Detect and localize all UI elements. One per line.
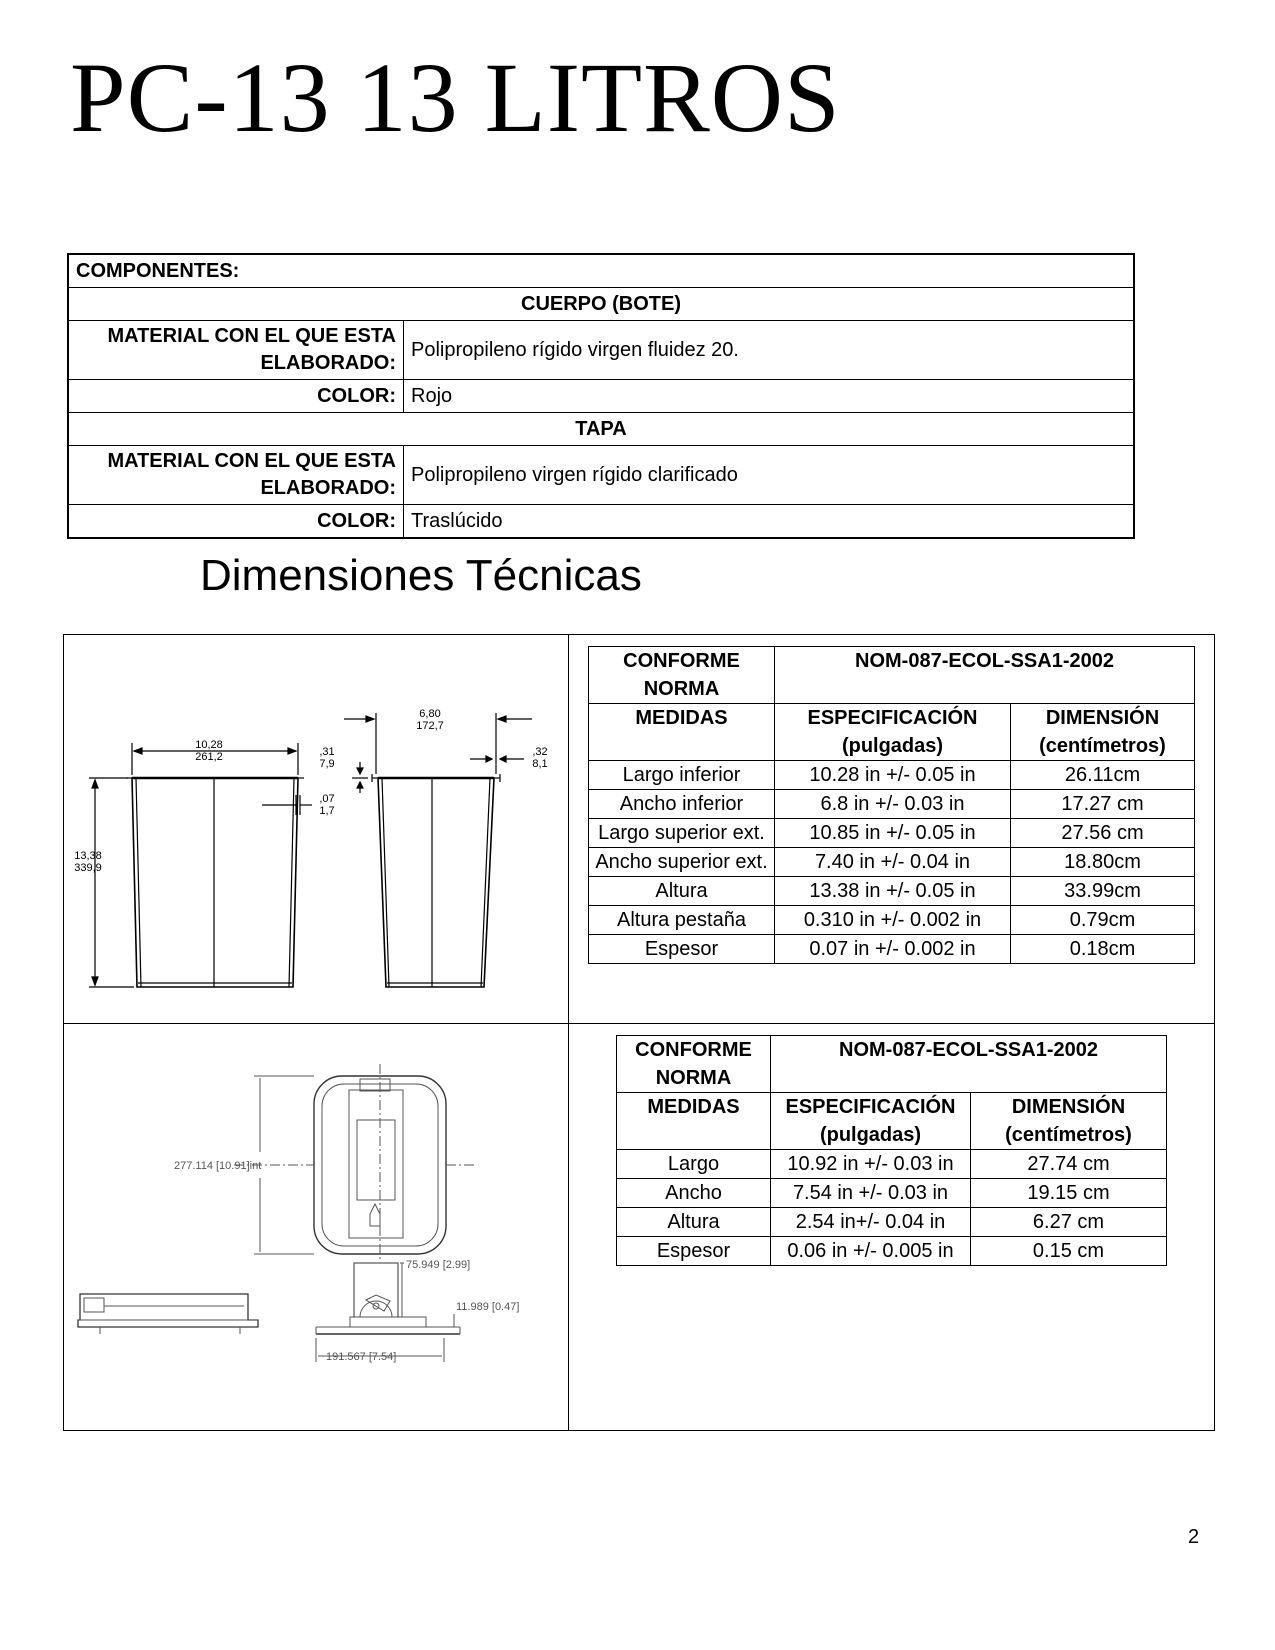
measure-cell: Largo superior ext. [589,819,775,848]
column-header: ESPECIFICACIÓN (pulgadas) [775,704,1011,761]
body-material-label: MATERIAL CON EL QUE ESTA ELABORADO: [68,321,404,380]
spec-cell: 0.06 in +/- 0.005 in [771,1237,971,1266]
measure-cell: Altura [617,1208,771,1237]
dim-cell: 27.74 cm [971,1150,1167,1179]
column-header: DIMENSIÓN (centímetros) [1011,704,1195,761]
spec-cell: 13.38 in +/- 0.05 in [775,877,1011,906]
lid-color-value: Traslúcido [404,505,1135,539]
dim-label: 75.949 [2.99] [406,1259,471,1271]
dim-cell: 6.27 cm [971,1208,1167,1237]
spec-cell: 7.54 in +/- 0.03 in [771,1179,971,1208]
table-row [68,413,1134,446]
spec-cell: 10.85 in +/- 0.05 in [775,819,1011,848]
norm-value: NOM-087-ECOL-SSA1-2002 [775,647,1195,704]
lid-material-value: Polipropileno virgen rígido clarificado [404,446,1135,505]
dimensions-box [63,634,1215,1431]
table-row [617,1036,1167,1093]
lid-material-label: MATERIAL CON EL QUE ESTA ELABORADO: [68,446,404,505]
table-row [589,935,1195,964]
measure-cell: Largo [617,1150,771,1179]
table-row [617,1150,1167,1179]
dim-label: ,31 [319,746,335,758]
components-table [67,253,1135,539]
components-header: COMPONENTES: [68,254,1134,288]
lid-spec-table [616,1035,1167,1266]
table-row [68,321,1134,380]
dim-label: 1,7 [319,805,335,817]
table-row [589,647,1195,704]
dim-cell: 0.79cm [1011,906,1195,935]
measure-cell: Espesor [589,935,775,964]
dim-cell: 33.99cm [1011,877,1195,906]
measure-cell: Altura pestaña [589,906,775,935]
body-section-heading: CUERPO (BOTE) [68,288,1134,321]
body-material-value: Polipropileno rígido virgen fluidez 20. [404,321,1135,380]
dim-cell: 27.56 cm [1011,819,1195,848]
dim-cell: 26.11cm [1011,761,1195,790]
spec-cell: 0.07 in +/- 0.002 in [775,935,1011,964]
spec-cell: 10.92 in +/- 0.03 in [771,1150,971,1179]
norm-value: NOM-087-ECOL-SSA1-2002 [771,1036,1167,1093]
measure-cell: Ancho superior ext. [589,848,775,877]
table-row [68,380,1134,413]
dim-label: 10,28 [195,739,223,751]
dim-label: ,32 [532,746,548,758]
dim-label: 6,80 [419,708,441,720]
table-row [68,254,1134,288]
lid-drawing [64,1024,568,1431]
body-spec-table [588,646,1195,964]
dim-cell: 17.27 cm [1011,790,1195,819]
measure-cell: Altura [589,877,775,906]
column-header: DIMENSIÓN (centímetros) [971,1093,1167,1150]
table-row [617,1208,1167,1237]
dim-label: 13,38 [74,850,102,862]
column-header: MEDIDAS [617,1093,771,1150]
table-row [589,790,1195,819]
dim-cell: 18.80cm [1011,848,1195,877]
dim-label: 191.567 [7.54] [326,1351,397,1363]
measure-cell: Largo inferior [589,761,775,790]
measure-cell: Ancho [617,1179,771,1208]
spec-cell: 0.310 in +/- 0.002 in [775,906,1011,935]
spec-cell: 7.40 in +/- 0.04 in [775,848,1011,877]
lid-section-heading: TAPA [68,413,1134,446]
spec-cell: 10.28 in +/- 0.05 in [775,761,1011,790]
dim-label: ,07 [319,793,335,805]
body-color-label: COLOR: [68,380,404,413]
dim-label: 7,9 [319,758,335,770]
table-row [589,848,1195,877]
norm-label: CONFORME NORMA [617,1036,771,1093]
table-row [589,704,1195,761]
dim-label: 11.989 [0.47] [456,1301,520,1313]
table-row [617,1179,1167,1208]
dim-label: 8,1 [532,758,548,770]
dim-label: 172,7 [416,720,444,732]
table-row [68,446,1134,505]
dim-label: 261,2 [195,751,223,763]
dim-cell: 19.15 cm [971,1179,1167,1208]
measure-cell: Espesor [617,1237,771,1266]
table-row [589,761,1195,790]
lid-color-label: COLOR: [68,505,404,539]
table-row [589,906,1195,935]
dim-cell: 0.15 cm [971,1237,1167,1266]
spec-cell: 2.54 in+/- 0.04 in [771,1208,971,1237]
body-color-value: Rojo [404,380,1135,413]
table-row [68,505,1134,539]
dimensions-title: Dimensiones Técnicas [200,551,642,600]
dim-cell: 0.18cm [1011,935,1195,964]
table-row [617,1237,1167,1266]
measure-cell: Ancho inferior [589,790,775,819]
column-header: ESPECIFICACIÓN (pulgadas) [771,1093,971,1150]
dim-label: 339,9 [74,862,102,874]
table-row [68,288,1134,321]
table-row [589,819,1195,848]
dim-label: 277.114 [10.91]int [174,1160,262,1172]
column-header: MEDIDAS [589,704,775,761]
table-row [617,1093,1167,1150]
page-title: PC-13 13 LITROS [70,42,841,153]
page-number: 2 [1188,1526,1200,1548]
table-row [589,877,1195,906]
bucket-drawing [64,635,568,1023]
divider [568,635,569,1430]
norm-label: CONFORME NORMA [589,647,775,704]
spec-cell: 6.8 in +/- 0.03 in [775,790,1011,819]
